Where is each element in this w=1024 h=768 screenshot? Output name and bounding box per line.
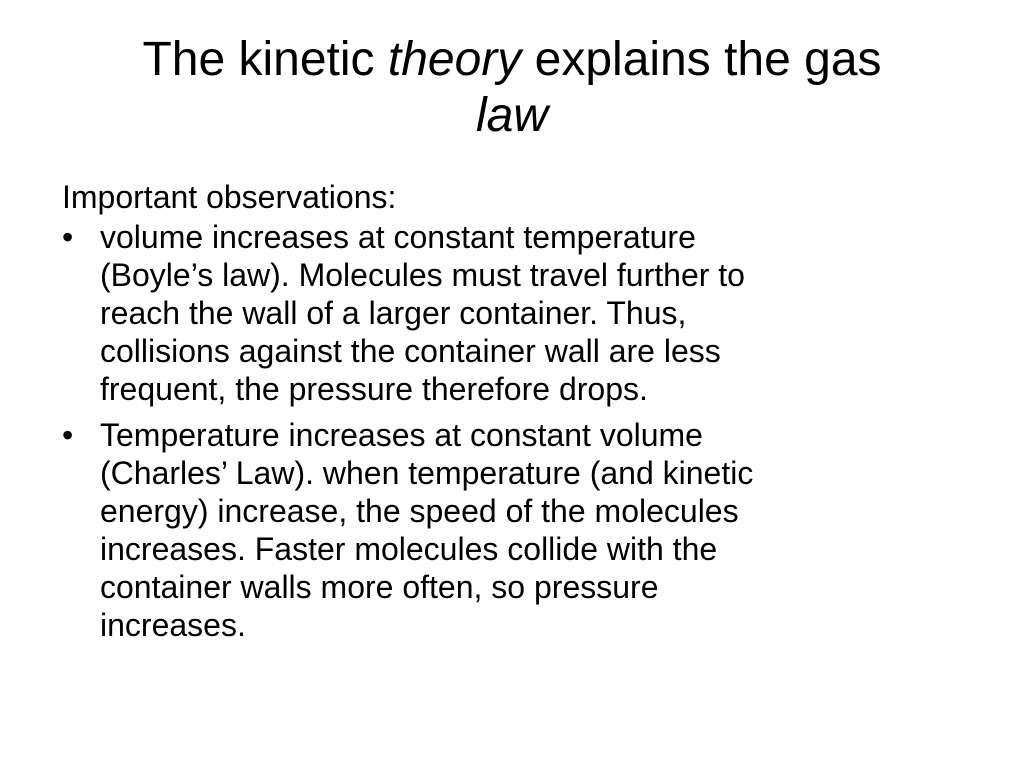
slide-body (62, 178, 962, 652)
bullet-line: energy) increase, the speed of the molecules (100, 493, 739, 529)
bullet-line: frequent, the pressure therefore drops. (100, 371, 648, 407)
bullet-line: container walls more often, so pressure (100, 569, 659, 605)
bullet-line: reach the wall of a larger container. Thus, (100, 295, 687, 331)
bullet-line: (Charles’ Law). when temperature (and kinetic (100, 455, 754, 491)
bullet-line: increases. (100, 607, 246, 643)
title-text-law: law (475, 89, 549, 142)
slide-title (40, 32, 984, 144)
bullet-line: Temperature increases at constant volume (100, 417, 703, 453)
title-text-middle: explains the gas (521, 33, 882, 86)
bullet-line: (Boyle’s law). Molecules must travel further to (100, 257, 745, 293)
bullet-list (62, 218, 962, 644)
bullet-item-charles-law (62, 416, 962, 644)
intro-text: Important observations: (62, 179, 397, 215)
bullet-icon: • (62, 219, 74, 255)
bullet-item-boyles-law (62, 218, 962, 408)
title-text-start: The kinetic (142, 33, 388, 86)
title-text-theory: theory (387, 33, 522, 86)
bullet-line: volume increases at constant temperature (100, 219, 696, 255)
bullet-icon: • (62, 417, 74, 453)
bullet-line: collisions against the container wall are less (100, 333, 721, 369)
bullet-line: increases. Faster molecules collide with the (100, 531, 718, 567)
